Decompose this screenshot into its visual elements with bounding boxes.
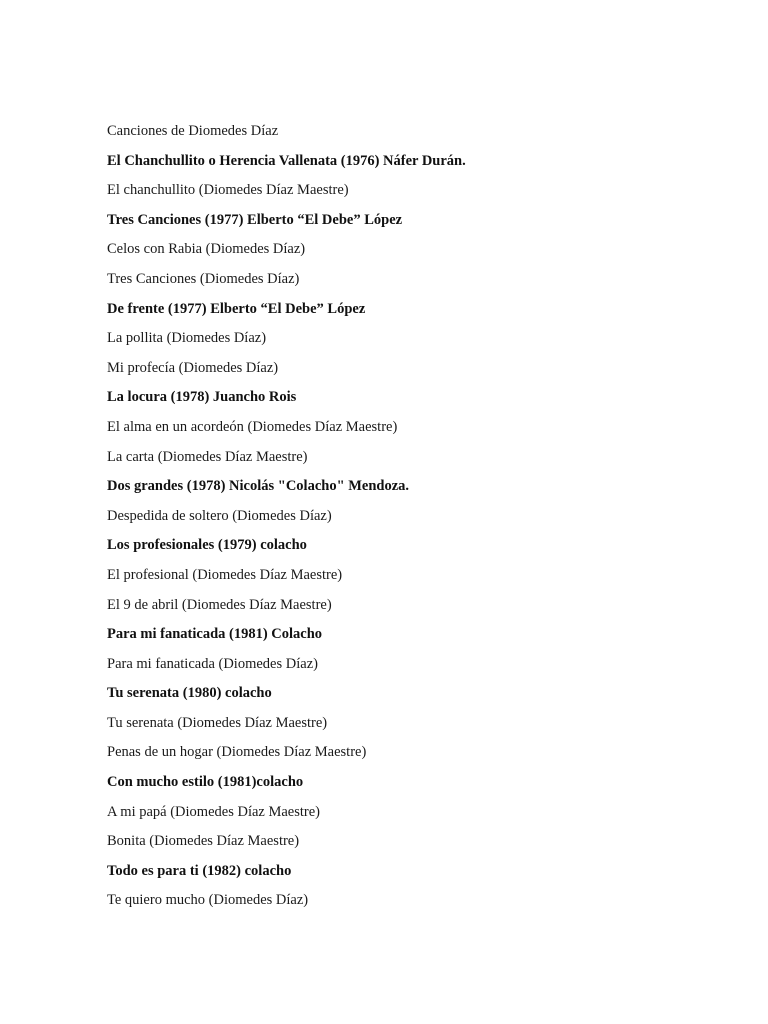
album-heading: Tres Canciones (1977) Elberto “El Debe” López	[107, 211, 403, 228]
album-heading: Tu serenata (1980) colacho	[107, 685, 272, 702]
song-line: Bonita (Diomedes Díaz Maestre)	[107, 833, 300, 850]
song-line: Tres Canciones (Diomedes Díaz)	[107, 270, 300, 287]
song-line: La pollita (Diomedes Díaz)	[107, 330, 267, 347]
album-heading: Para mi fanaticada (1981) Colacho	[107, 626, 323, 643]
song-line: Mi profecía (Diomedes Díaz)	[107, 359, 279, 376]
song-line: El profesional (Diomedes Díaz Maestre)	[107, 566, 343, 583]
album-heading: De frente (1977) Elberto “El Debe” López	[107, 300, 366, 317]
document-body	[107, 120, 727, 919]
album-heading: Todo es para ti (1982) colacho	[107, 862, 292, 879]
song-line: Despedida de soltero (Diomedes Díaz)	[107, 507, 332, 524]
song-line: Tu serenata (Diomedes Díaz Maestre)	[107, 714, 328, 731]
song-line: El alma en un acordeón (Diomedes Díaz Maestre)	[107, 418, 398, 435]
song-line: El 9 de abril (Diomedes Díaz Maestre)	[107, 596, 332, 613]
song-line: A mi papá (Diomedes Díaz Maestre)	[107, 803, 320, 820]
song-line: La carta (Diomedes Díaz Maestre)	[107, 448, 308, 465]
song-line: Penas de un hogar (Diomedes Díaz Maestre)	[107, 744, 367, 761]
document-title: Canciones de Diomedes Díaz	[107, 123, 279, 139]
album-heading: El Chanchullito o Herencia Vallenata (1976) Náfer Durán.	[107, 152, 466, 169]
album-heading: Con mucho estilo (1981)colacho	[107, 774, 304, 791]
album-heading: La locura (1978) Juancho Rois	[107, 389, 297, 406]
album-heading: Dos grandes (1978) Nicolás "Colacho" Mendoza.	[107, 478, 410, 495]
song-line: El chanchullito (Diomedes Díaz Maestre)	[107, 182, 349, 199]
song-line: Celos con Rabia (Diomedes Díaz)	[107, 241, 306, 258]
song-line: Para mi fanaticada (Diomedes Díaz)	[107, 655, 318, 672]
album-heading: Los profesionales (1979) colacho	[107, 537, 307, 554]
song-line: Te quiero mucho (Diomedes Díaz)	[107, 892, 309, 909]
